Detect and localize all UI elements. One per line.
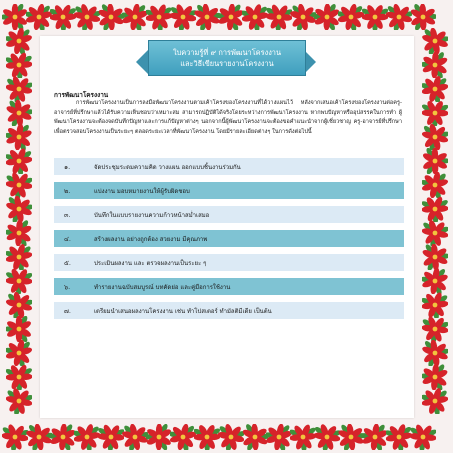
step-number: ๔. xyxy=(64,234,71,243)
poinsettia-flower-icon xyxy=(338,4,364,30)
poinsettia-flower-icon xyxy=(6,172,32,198)
step-number: ๕. xyxy=(64,258,71,267)
poinsettia-flower-icon xyxy=(290,424,316,450)
step-text: ทำรายงานฉบับสมบูรณ์ บทคัดย่อ และคู่มือการใช้งาน xyxy=(94,283,231,291)
step-row xyxy=(54,302,404,319)
poinsettia-flower-icon xyxy=(6,388,32,414)
poinsettia-flower-icon xyxy=(6,100,32,126)
poinsettia-flower-icon xyxy=(410,4,436,30)
poinsettia-flower-icon xyxy=(314,424,340,450)
poinsettia-flower-icon xyxy=(218,4,244,30)
steps-list xyxy=(54,158,404,326)
poinsettia-flower-icon xyxy=(422,244,448,270)
poinsettia-flower-icon xyxy=(422,220,448,246)
step-text: บันทึกในแบบรายงานความก้าวหน้าสม่ำเสมอ xyxy=(94,211,210,219)
step-number: ๗. xyxy=(64,306,71,315)
poinsettia-flower-icon xyxy=(338,424,364,450)
poinsettia-flower-icon xyxy=(410,424,436,450)
poinsettia-flower-icon xyxy=(194,4,220,30)
step-number: ๓. xyxy=(64,210,71,219)
step-text: ประเมินผลงาน และ ตรวจผลงานเป็นระยะ ๆ xyxy=(94,259,207,267)
poinsettia-flower-icon xyxy=(26,4,52,30)
poinsettia-flower-icon xyxy=(26,424,52,450)
poinsettia-flower-icon xyxy=(2,4,28,30)
poinsettia-flower-icon xyxy=(6,28,32,54)
step-row xyxy=(54,158,404,175)
step-text: เตรียมนำเสนอผลงานโครงงาน เช่น ทำโปสเตอร์ ทำมัลติมีเดีย เป็นต้น xyxy=(94,307,272,315)
step-row xyxy=(54,254,404,271)
poinsettia-flower-icon xyxy=(218,424,244,450)
poinsettia-flower-icon xyxy=(6,244,32,270)
poinsettia-flower-icon xyxy=(422,148,448,174)
poinsettia-flower-icon xyxy=(422,340,448,366)
poinsettia-flower-icon xyxy=(50,4,76,30)
poinsettia-flower-icon xyxy=(6,340,32,366)
poinsettia-flower-icon xyxy=(422,316,448,342)
poinsettia-flower-icon xyxy=(122,424,148,450)
step-number: ๒. xyxy=(64,186,71,195)
poinsettia-flower-icon xyxy=(242,4,268,30)
step-row xyxy=(54,182,404,199)
step-row xyxy=(54,206,404,223)
poinsettia-flower-icon xyxy=(74,4,100,30)
poinsettia-flower-icon xyxy=(98,4,124,30)
poinsettia-flower-icon xyxy=(422,268,448,294)
poinsettia-flower-icon xyxy=(6,76,32,102)
poinsettia-flower-icon xyxy=(6,292,32,318)
poinsettia-flower-icon xyxy=(6,52,32,78)
poinsettia-flower-icon xyxy=(422,28,448,54)
banner-line-1: ใบความรู้ที่ ๙ การพัฒนาโครงงาน xyxy=(172,48,282,57)
poinsettia-flower-icon xyxy=(6,268,32,294)
poinsettia-flower-icon xyxy=(50,424,76,450)
poinsettia-flower-icon xyxy=(422,364,448,390)
step-row xyxy=(54,278,404,295)
poinsettia-flower-icon xyxy=(194,424,220,450)
poinsettia-flower-icon xyxy=(242,424,268,450)
poinsettia-flower-icon xyxy=(170,4,196,30)
poinsettia-flower-icon xyxy=(362,424,388,450)
poinsettia-flower-icon xyxy=(146,4,172,30)
step-row xyxy=(54,230,404,247)
title-ribbon xyxy=(138,40,314,80)
poinsettia-flower-icon xyxy=(266,424,292,450)
poinsettia-flower-icon xyxy=(146,424,172,450)
poinsettia-flower-icon xyxy=(422,124,448,150)
poinsettia-flower-icon xyxy=(2,424,28,450)
step-number: ๖. xyxy=(64,282,71,291)
step-text: จัดประชุมระดมความคิด วางแผน ออกแบบชิ้นงานร่วมกัน xyxy=(94,163,241,171)
step-number: ๑. xyxy=(64,162,71,171)
section-title: การพัฒนาโครงงาน xyxy=(54,91,109,99)
poinsettia-flower-icon xyxy=(6,364,32,390)
poinsettia-flower-icon xyxy=(422,100,448,126)
poinsettia-flower-icon xyxy=(6,196,32,222)
section-paragraph: การพัฒนาโครงงานเป็นการลงมือพัฒนาโครงงานตามเค้าโครงของโครงงานที่ได้วางแผนไว้ หลังจากเสนอเค้าโครงของโครงงานต่อครู-อาจารย์ที่ปรึกษาแล้วได้รับความเห็นชอบว่าเหมาะสม สามารถปฏิบัติได้จริงโดยระหว่างการพัฒนาโครงงาน หากพบปัญหาหรืออุปสรรคในการทำ ผู้พัฒนาโครงงานจะต้องจดบันทึกปัญหาและการแก้ปัญหาต่างๆ นอกจากนี้ผู้พัฒนาโครงงานจะต้องขอคำแนะนำจากผู้เชี่ยวชาญ ครู-อาจารย์ที่ปรึกษา เพื่อตรวจสอบโครงงานเป็นระยะๆ ตลอดระยะเวลาที่พัฒนาโครงงาน โดยมีรายละเอียดต่างๆ ในการดังต่อไปนี้ xyxy=(54,100,402,135)
poinsettia-flower-icon xyxy=(422,196,448,222)
step-text: สร้างผลงาน อย่างถูกต้อง สวยงาม มีคุณภาพ xyxy=(94,235,208,243)
poinsettia-flower-icon xyxy=(6,148,32,174)
poinsettia-flower-icon xyxy=(386,424,412,450)
poinsettia-flower-icon xyxy=(422,292,448,318)
poinsettia-flower-icon xyxy=(422,52,448,78)
poinsettia-flower-icon xyxy=(386,4,412,30)
poinsettia-flower-icon xyxy=(122,4,148,30)
poinsettia-flower-icon xyxy=(170,424,196,450)
poinsettia-flower-icon xyxy=(422,76,448,102)
poinsettia-flower-icon xyxy=(290,4,316,30)
ribbon-body xyxy=(148,40,306,76)
poinsettia-flower-icon xyxy=(6,124,32,150)
banner-line-2: และวิธีเขียนรายงานโครงงาน xyxy=(180,59,274,68)
poinsettia-flower-icon xyxy=(74,424,100,450)
document-page xyxy=(40,36,414,418)
poinsettia-flower-icon xyxy=(314,4,340,30)
poinsettia-flower-icon xyxy=(266,4,292,30)
step-text: แบ่งงาน มอบหมายงานให้ผู้รับผิดชอบ xyxy=(94,187,190,195)
poinsettia-flower-icon xyxy=(98,424,124,450)
poinsettia-flower-icon xyxy=(362,4,388,30)
poinsettia-flower-icon xyxy=(6,316,32,342)
poinsettia-flower-icon xyxy=(422,172,448,198)
poinsettia-flower-icon xyxy=(422,388,448,414)
poinsettia-flower-icon xyxy=(6,220,32,246)
